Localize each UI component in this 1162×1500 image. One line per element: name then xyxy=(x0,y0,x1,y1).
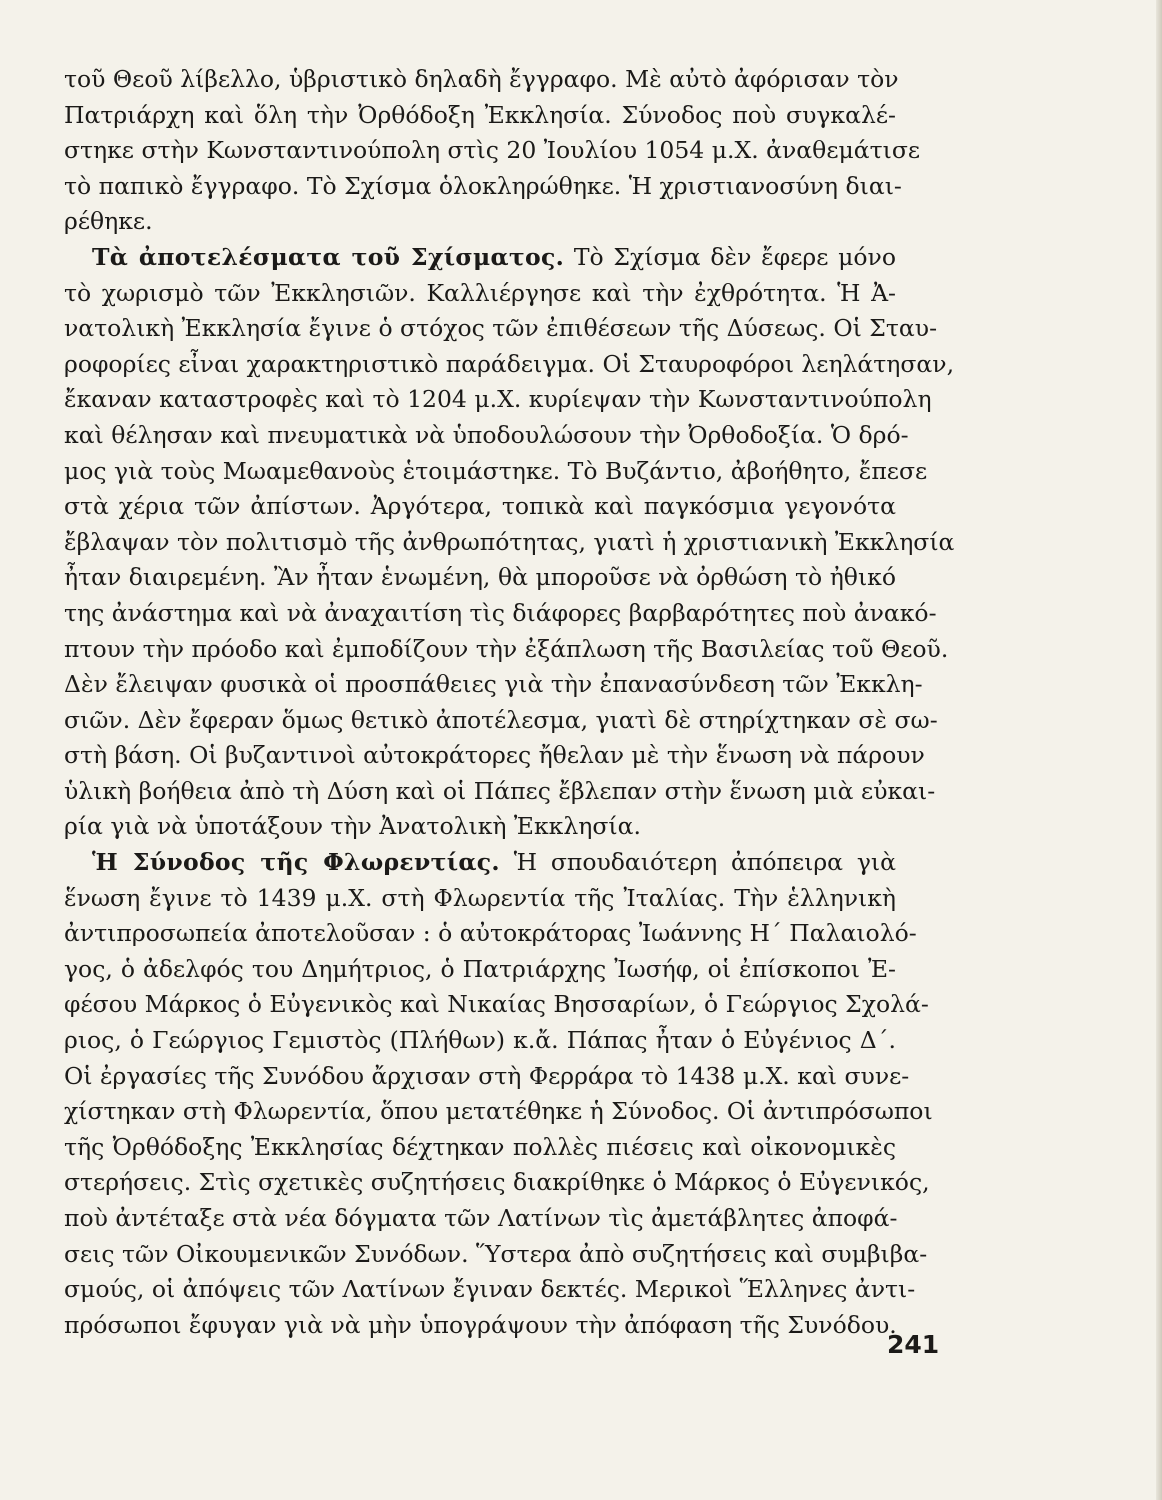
text-line: μος γιὰ τοὺς Μωαμεθανοὺς ἑτοιμάστηκε. Τὸ Βυζάντιο, ἀβοήθητο, ἔπεσε xyxy=(64,456,928,485)
section-first-line xyxy=(64,240,896,276)
text-line: Οἱ ἐργασίες τῆς Συνόδου ἄρχισαν στὴ Φερράρα τὸ 1438 μ.Χ. καὶ συνε- xyxy=(64,1061,910,1090)
text-line: Πατριάρχη καὶ ὅλη τὴν Ὀρθόδοξη Ἐκκλησία. Σύνοδος ποὺ συγκαλέ- xyxy=(64,100,896,129)
text-run: Ἡ σπουδαιότερη ἀπόπειρα γιὰ xyxy=(513,848,896,877)
section-heading-council-florence: Ἡ Σύνοδος τῆς Φλωρεντίας. xyxy=(92,848,500,877)
text-line: ρία γιὰ νὰ ὑποτάξουν τὴν Ἀνατολικὴ Ἐκκλησία. xyxy=(64,812,641,841)
text-line: σιῶν. Δὲν ἔφεραν ὅμως θετικὸ ἀποτέλεσμα, γιατὶ δὲ στηρίχτηκαν σὲ σω- xyxy=(64,705,938,734)
text-run: Τὸ Σχίσμα δὲν ἔφερε μόνο xyxy=(573,242,896,271)
text-line: τοῦ Θεοῦ λίβελλο, ὑβριστικὸ δηλαδὴ ἔγγραφο. Μὲ αὐτὸ ἀφόρισαν τὸν xyxy=(64,65,899,93)
text-line: φέσου Μάρκος ὁ Εὐγενικὸς καὶ Νικαίας Βησσαρίων, ὁ Γεώργιος Σχολά- xyxy=(64,990,929,1019)
text-line: ἕνωση ἔγινε τὸ 1439 μ.Χ. στὴ Φλωρεντία τῆς Ἰταλίας. Τὴν ἑλληνικὴ xyxy=(64,883,896,912)
section-heading-results: Τὰ ἀποτελέσματα τοῦ Σχίσματος. xyxy=(92,242,565,271)
text-line: στὴ βάση. Οἱ βυζαντινοὶ αὐτοκράτορες ἤθελαν μὲ τὴν ἕνωση νὰ πάρουν xyxy=(64,741,925,770)
text-line: τὸ παπικὸ ἔγγραφο. Τὸ Σχίσμα ὁλοκληρώθηκε. Ἡ χριστιανοσύνη διαι- xyxy=(64,171,902,200)
text-line: ἔβλαψαν τὸν πολιτισμὸ τῆς ἀνθρωπότητας, γιατὶ ἡ χριστιανικὴ Ἐκκλησία xyxy=(64,527,955,556)
text-line: σεις τῶν Οἰκουμενικῶν Συνόδων. Ὕστερα ἀπὸ συζητήσεις καὶ συμβιβα- xyxy=(64,1239,928,1268)
text-line: χίστηκαν στὴ Φλωρεντία, ὅπου μετατέθηκε ἡ Σύνοδος. Οἱ ἀντιπρόσωποι xyxy=(64,1097,933,1126)
text-line: ροφορίες εἶναι χαρακτηριστικὸ παράδειγμα. Οἱ Σταυροφόροι λεηλάτησαν, xyxy=(64,349,955,378)
text-line: στὰ χέρια τῶν ἀπίστων. Ἀργότερα, τοπικὰ καὶ παγκόσμια γεγονότα xyxy=(64,492,896,521)
text-line: στερήσεις. Στὶς σχετικὲς συζητήσεις διακρίθηκε ὁ Μάρκος ὁ Εὐγενικός, xyxy=(64,1168,930,1197)
text-line: της ἀνάστημα καὶ νὰ ἀναχαιτίση τὶς διάφορες βαρβαρότητες ποὺ ἀνακό- xyxy=(64,598,937,627)
text-line: ποὺ ἀντέταξε στὰ νέα δόγματα τῶν Λατίνων τὶς ἀμετάβλητες ἀποφά- xyxy=(64,1204,898,1232)
page-edge xyxy=(1156,0,1162,1500)
text-line: γος, ὁ ἀδελφός του Δημήτριος, ὁ Πατριάρχης Ἰωσήφ, οἱ ἐπίσκοποι Ἐ- xyxy=(64,954,896,983)
text-line: τῆς Ὀρθόδοξης Ἐκκλησίας δέχτηκαν πολλὲς πιέσεις καὶ οἰκονομικὲς xyxy=(64,1132,896,1161)
text-line: ὑλικὴ βοήθεια ἀπὸ τὴ Δύση καὶ οἱ Πάπες ἔβλεπαν στὴν ἕνωση μιὰ εὐκαι- xyxy=(64,776,936,805)
text-line: ἔκαναν καταστροφὲς καὶ τὸ 1204 μ.Χ. κυρίεψαν τὴν Κωνσταντινούπολη xyxy=(64,385,932,414)
text-line: ριος, ὁ Γεώργιος Γεμιστὸς (Πλήθων) κ.ἄ. Πάπας ἦταν ὁ Εὐγένιος Δ΄. xyxy=(64,1026,896,1055)
text-line: ρέθηκε. xyxy=(64,207,153,236)
section-first-line xyxy=(64,845,896,881)
text-line: στηκε στὴν Κωνσταντινούπολη στὶς 20 Ἰουλίου 1054 μ.Χ. ἀναθεμάτισε xyxy=(64,136,921,165)
text-line: τὸ χωρισμὸ τῶν Ἐκκλησιῶν. Καλλιέργησε καὶ τὴν ἐχθρότητα. Ἡ Ἀ- xyxy=(64,278,896,307)
text-line: σμούς, οἱ ἀπόψεις τῶν Λατίνων ἔγιναν δεκτές. Μερικοὶ Ἕλληνες ἀντι- xyxy=(64,1275,916,1304)
text-line: πτουν τὴν πρόοδο καὶ ἐμποδίζουν τὴν ἐξάπλωση τῆς Βασιλείας τοῦ Θεοῦ. xyxy=(64,634,949,663)
page-number: 241 xyxy=(887,1330,940,1359)
body-text xyxy=(64,62,955,1343)
text-line: πρόσωποι ἔφυγαν γιὰ νὰ μὴν ὑπογράψουν τὴν ἀπόφαση τῆς Συνόδου. xyxy=(64,1310,897,1339)
text-line: ἀντιπροσωπεία ἀποτελοῦσαν : ὁ αὐτοκράτορας Ἰωάννης Η΄ Παλαιολό- xyxy=(64,919,917,948)
text-line: ἦταν διαιρεμένη. Ἂν ἦταν ἑνωμένη, θὰ μποροῦσε νὰ ὀρθώση τὸ ἠθικό xyxy=(64,563,896,592)
text-line: νατολικὴ Ἐκκλησία ἔγινε ὁ στόχος τῶν ἐπιθέσεων τῆς Δύσεως. Οἱ Σταυ- xyxy=(64,314,938,343)
text-line: Δὲν ἔλειψαν φυσικὰ οἱ προσπάθειες γιὰ τὴν ἐπανασύνδεση τῶν Ἐκκλη- xyxy=(64,670,923,699)
text-line: καὶ θέλησαν καὶ πνευματικὰ νὰ ὑποδουλώσουν τὴν Ὀρθοδοξία. Ὁ δρό- xyxy=(64,420,909,449)
